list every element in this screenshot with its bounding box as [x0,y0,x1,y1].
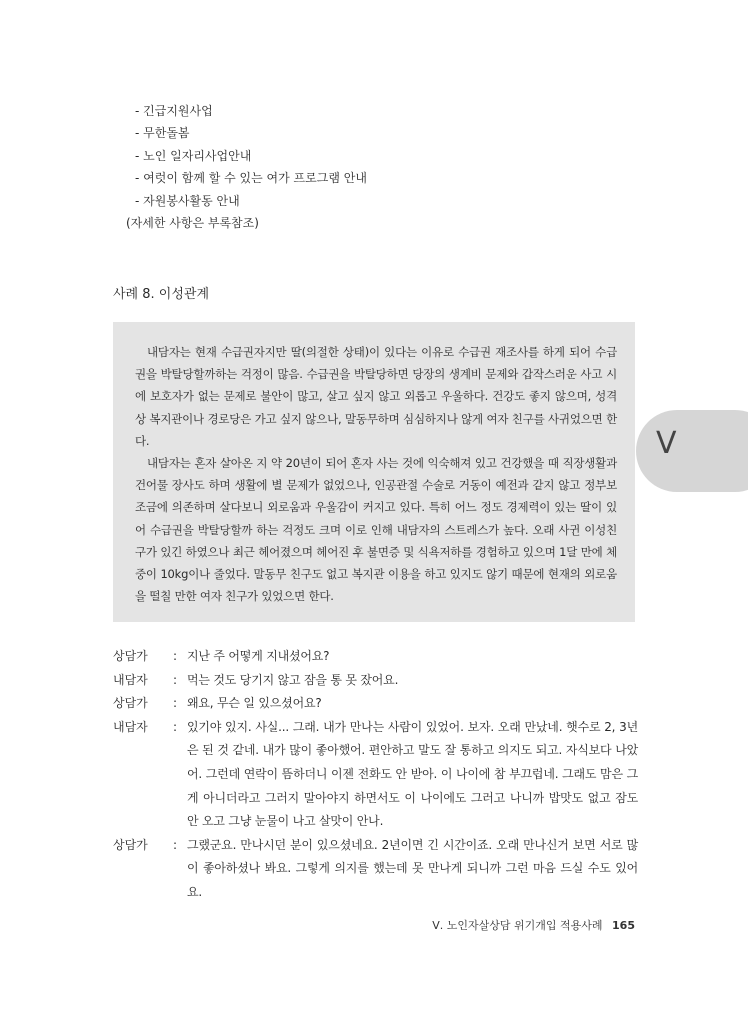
list-item: - 여럿이 함께 할 수 있는 여가 프로그램 안내 [135,171,367,186]
speaker-label: 내담자 [113,719,148,734]
speaker-label: 상담가 [113,837,148,852]
page-number: 165 [612,919,635,932]
list-item: - 긴급지원사업 [135,104,213,118]
utterance: 먹는 것도 당기지 않고 잠을 통 못 잤어요. [187,672,399,687]
appendix-note: (자세한 사항은 부록참조) [126,216,259,231]
list-item: - 무한돌봄 [135,126,190,141]
case-paragraph: 내담자는 현재 수급권자지만 딸(의절한 상태)이 있다는 이유로 수급권 재조사를 하게 되어 수급권을 박탈당할까하는 걱정이 많음. 수급권을 박탈당하면 당장의 생계비 문제와 갑작스러운 사고 시에 보호자가 없는 문제로 불안이 많고, 살고 싶지 않고 외롭고 우울하다. 건강도 좋지 않으며, 성격상 복지관이나 경로당은 가고 싶지 않으나, 말동무하며 심심하지나 않게 여자 친구를 사귀었으면 한다. [135,345,617,448]
resource-list [126,100,367,234]
speaker-colon: : [173,696,178,711]
utterance: 있기야 있지. 사실... 그래. 내가 만나는 사람이 있었어. 보자. 오래 만났네. 햇수로 2, 3년은 된 것 같네. 내가 많이 좋아했어. 편안하고 말도 잘 통하고 의지도 되고. 자식보다 나았어. 그런데 연락이 뜸하더니 이젠 전화도 안 받아. 이 나이에 참 부끄럽네. 그래도 맘은 그게 아니더라고 그러지 말아야지 하면서도 이 나이에도 그러고 나니까 밥맛도 없고 잠도 안 오고 그냥 눈물이 나고 살맛이 안나. [187,719,638,829]
speaker-label: 상담가 [113,696,148,711]
utterance: 왜요, 무슨 일 있으셨어요? [187,696,322,711]
dialogue-turn [113,669,638,693]
speaker-colon: : [173,837,178,852]
speaker-colon: : [173,649,178,663]
dialogue-turn [113,716,638,834]
speaker-label: 내담자 [113,672,148,687]
page-footer [432,917,635,933]
case-title: 사례 8. 이성관계 [113,287,210,302]
chapter-tab-label: V [656,426,677,461]
dialogue-turn [113,834,638,905]
case-paragraph: 내담자는 혼자 살아온 지 약 20년이 되어 혼자 사는 것에 익숙해져 있고 건강했을 때 직장생활과 건어물 장사도 하며 생활에 별 문제가 없었으나, 인공관절 수술로 거동이 예전과 같지 않고 정부보조금에 의존하며 살다보니 외로움과 우울감이 커지고 있다. 특히 어느 정도 경제력이 있는 딸이 있어 수급권을 박탈당할까 하는 걱정도 크며 이로 인해 내담자의 스트레스가 높다. 오래 사귄 이성친구가 있긴 하였으나 최근 헤어졌으며 헤어진 후 불면증 및 식욕저하를 경험하고 있으며 1달 만에 체중이 10kg이나 줄었다. 말동무 친구도 없고 복지관 이용을 하고 있지도 않기 때문에 현재의 외로움을 떨칠 만한 여자 친구가 있었으면 한다. [135,456,617,604]
utterance: 그랬군요. 만나시던 분이 있으셨네요. 2년이면 긴 시간이죠. 오래 만나신거 보면 서로 많이 좋아하셨나 봐요. 그렇게 의지를 했는데 못 만나게 되니까 그런 마음 드실 수도 있어요. [187,837,638,899]
dialogue-turn [113,645,638,669]
list-item: - 노인 일자리사업안내 [135,148,252,163]
speaker-label: 상담가 [113,649,148,663]
counseling-dialogue [113,645,638,905]
list-item: - 자원봉사활동 안내 [135,193,240,208]
running-head: Ⅴ. 노인자살상담 위기개입 적용사례 [432,919,603,932]
speaker-colon: : [173,672,178,687]
utterance: 지난 주 어떻게 지내셨어요? [187,649,330,663]
speaker-colon: : [173,719,178,734]
dialogue-turn [113,692,638,716]
case-summary-box [113,322,635,622]
chapter-tab [636,410,748,492]
